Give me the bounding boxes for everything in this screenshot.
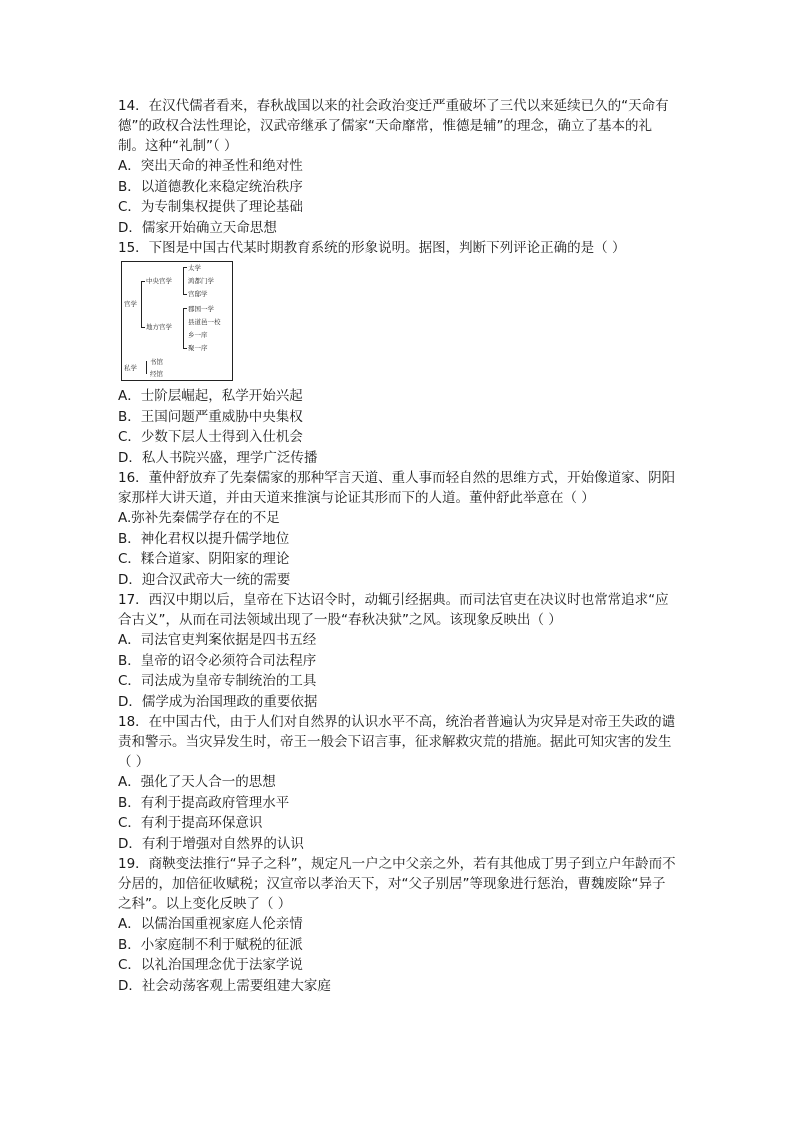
question-16 xyxy=(118,468,678,590)
question-15 xyxy=(118,238,678,468)
option-a: A．突出天命的神圣性和绝对性 xyxy=(118,158,303,174)
question-stem: 14．在汉代儒者看来，春秋战国以来的社会政治变迁严重破坏了三代以来延续已久的“天命有德”的政权合法性理论，汉武帝继承了儒家“天命靡常，惟德是辅”的理念，确立了基本的礼制。这种“礼制”（ ） xyxy=(118,98,669,154)
diagram-item: 书馆 xyxy=(150,358,163,366)
diagram-item: 宫邸学 xyxy=(188,290,208,298)
question-stem: 18．在中国古代，由于人们对自然界的认识水平不高，统治者普遍认为灾异是对帝王失政的谴责和警示。当灾异发生时，帝王一般会下诏言事，征求解救灾荒的措施。据此可知灾害的发生（ ） xyxy=(118,714,676,770)
question-stem: 17．西汉中期以后，皇帝在下达诏令时，动辄引经据典。而司法官吏在决议时也常常追求“应合古义”，从而在司法领域出现了一股“春秋决狱”之风。该现象反映出（ ） xyxy=(118,592,669,628)
diagram-guanxue: 官学 xyxy=(124,300,137,308)
option-d: D．私人书院兴盛，理学广泛传播 xyxy=(118,449,318,466)
diagram-item: 乡一庠 xyxy=(188,331,208,339)
diagram-item: 鸿都门学 xyxy=(188,277,214,285)
question-14 xyxy=(118,96,678,238)
option-d: D．有利于增强对自然界的认识 xyxy=(118,835,304,852)
option-c: C．少数下层人士得到入仕机会 xyxy=(118,429,303,445)
question-19 xyxy=(118,854,678,996)
option-b: B．以道德教化来稳定统治秩序 xyxy=(118,178,303,195)
diagram-item: 郡国一学 xyxy=(188,305,214,313)
brace-line xyxy=(146,361,147,374)
diagram-item: 经馆 xyxy=(150,370,163,378)
option-b: B．神化君权以提升儒学地位 xyxy=(118,530,290,547)
diagram-difang: 地方官学 xyxy=(146,323,172,331)
brace-line xyxy=(141,281,142,327)
brace-line xyxy=(141,281,145,282)
option-d: D．迎合汉武帝大一统的需要 xyxy=(118,571,291,588)
option-d: D．儒学成为治国理政的重要依据 xyxy=(118,693,318,710)
question-18 xyxy=(118,712,678,854)
brace-line xyxy=(183,267,187,268)
option-c: C．糅合道家、阴阳家的理论 xyxy=(118,551,290,567)
option-d: D．儒家开始确立天命思想 xyxy=(118,219,277,236)
brace-line xyxy=(183,348,187,349)
education-system-diagram xyxy=(121,261,233,381)
option-c: C．为专制集权提供了理论基础 xyxy=(118,199,303,215)
option-a: A.弥补先秦儒学存在的不足 xyxy=(118,510,280,526)
option-d: D．社会动荡客观上需要组建大家庭 xyxy=(118,977,331,994)
diagram-sixue: 私学 xyxy=(124,364,137,372)
diagram-item: 太学 xyxy=(188,264,201,272)
brace-line xyxy=(183,308,184,348)
option-b: B．小家庭制不利于赋税的征派 xyxy=(118,936,303,953)
question-stem: 15．下图是中国古代某时期教育系统的形象说明。据图，判断下列评论正确的是（ ） xyxy=(118,240,626,256)
brace-line xyxy=(183,308,187,309)
brace-line xyxy=(183,267,184,294)
brace-line xyxy=(141,327,145,328)
question-stem: 19．商鞅变法推行“异子之科”，规定凡一户之中父亲之外，若有其他成丁男子到立户年龄而不分居的，加倍征收赋税；汉宣帝以孝治天下，对“父子别居”等现象进行惩治，曹魏废除“异子之科”。以上变化反映了（ ） xyxy=(118,856,676,912)
brace-line xyxy=(183,294,187,295)
option-b: B．皇帝的诏令必须符合司法程序 xyxy=(118,652,317,669)
option-c: C．司法成为皇帝专制统治的工具 xyxy=(118,673,317,689)
diagram-zhongyang: 中央官学 xyxy=(146,277,172,285)
diagram-item: 县道邑一校 xyxy=(188,318,221,326)
option-a: A．强化了天人合一的思想 xyxy=(118,774,276,790)
option-c: C．以礼治国理念优于法家学说 xyxy=(118,957,303,973)
option-a: A．司法官吏判案依据是四书五经 xyxy=(118,632,317,648)
option-a: A．士阶层崛起，私学开始兴起 xyxy=(118,388,303,404)
option-b: B．王国问题严重威胁中央集权 xyxy=(118,408,303,425)
option-c: C．有利于提高环保意识 xyxy=(118,815,263,831)
exam-page xyxy=(118,96,678,996)
diagram-item: 聚一序 xyxy=(188,344,208,352)
option-b: B．有利于提高政府管理水平 xyxy=(118,794,290,811)
question-17 xyxy=(118,590,678,712)
option-a: A．以儒治国重视家庭人伦亲情 xyxy=(118,916,303,932)
question-stem: 16．董仲舒放弃了先秦儒家的那种罕言天道、重人事而轻自然的思维方式，开始像道家、阴阳家那样大讲天道，并由天道来推演与论证其形而下的人道。董仲舒此举意在（ ） xyxy=(118,470,676,506)
